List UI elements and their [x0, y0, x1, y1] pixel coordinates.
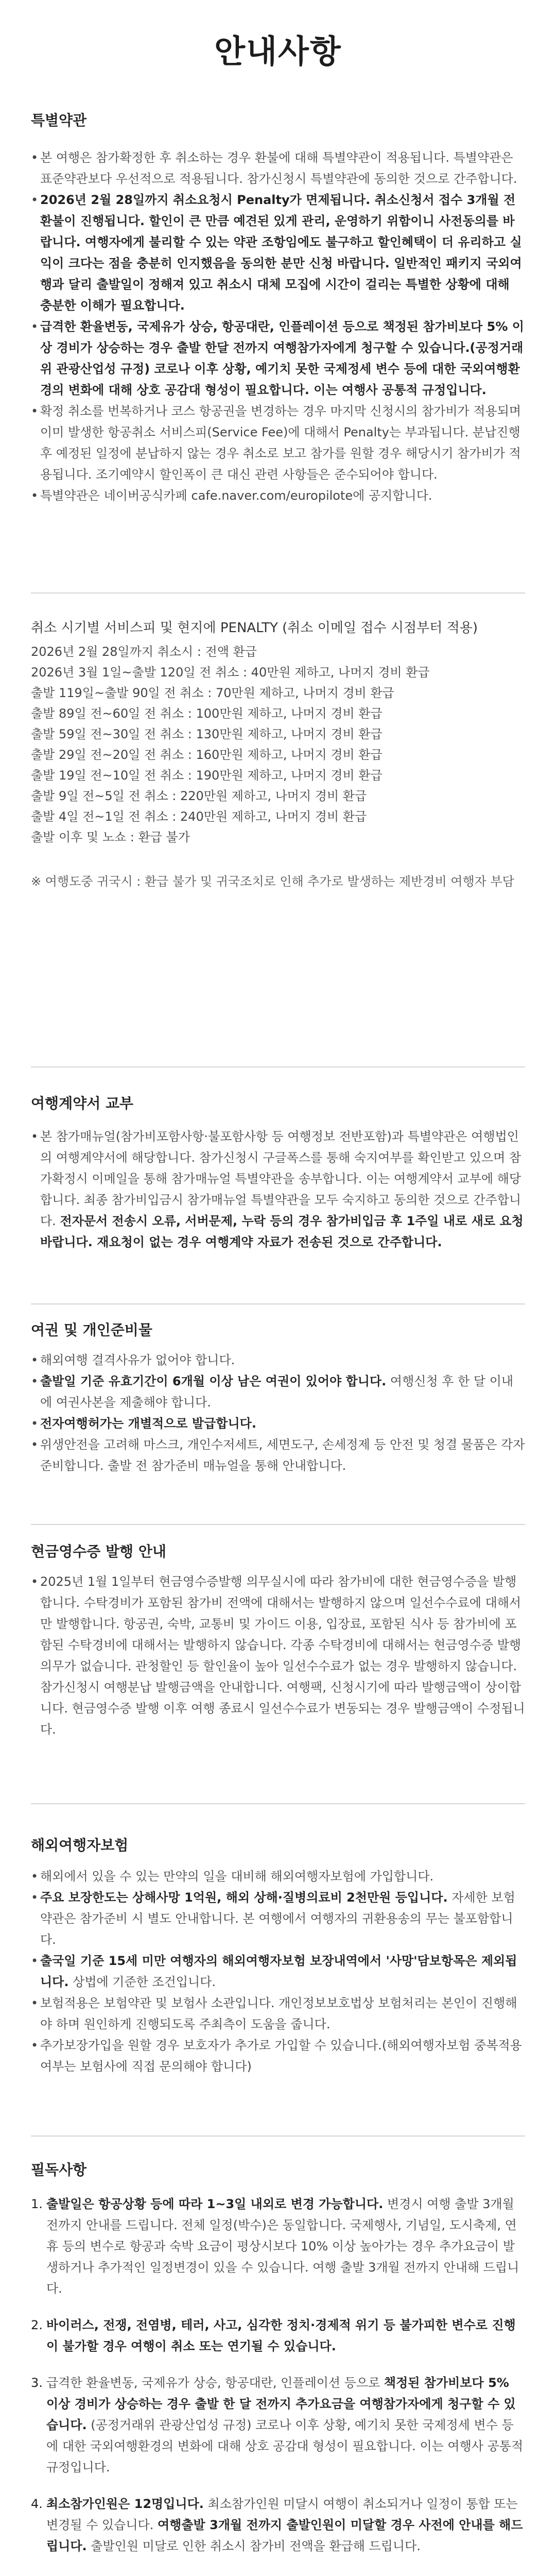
insurance-section [31, 1834, 525, 2077]
list-item [31, 1413, 525, 1434]
penalty-row: 2026년 3월 1일~출발 120일 전 취소 : 40만원 제하고, 나머지 경비 환급 [31, 665, 430, 680]
bold-text: 주요 보장한도는 상해사망 1억원, 해외 상해·질병의료비 2천만원 등입니다. [40, 1890, 448, 1905]
contract-list [31, 1126, 525, 1253]
penalty-section [31, 617, 525, 892]
item-text: 출발인원 미달로 인한 취소시 참가비 전액을 환급해 드립니다. [86, 2539, 421, 2553]
penalty-row: 출발 119일~출발 90일 전 취소 : 70만원 제하고, 나머지 경비 환급 [31, 686, 394, 700]
penalty-row: 출발 이후 및 노쇼 : 환급 불가 [31, 830, 190, 844]
list-item [31, 2372, 525, 2478]
list-item [31, 147, 525, 190]
list-item [31, 1887, 525, 1951]
list-item [31, 316, 525, 401]
list-item [31, 2315, 525, 2357]
list-item [31, 401, 525, 485]
item-text: (공정거래위 관광산업성 규정) 코로나 이후 상황, 예기치 못한 국제정세 변수 등에 대한 국외여행환경의 변화에 대해 상호 공감대 형성이 필요합니다. 이는 여행사 공통적 규정입니다. [46, 2418, 524, 2475]
item-text: 2025년 1월 1일부터 현금영수증발행 의무실시에 따라 참가비에 대한 현금영수증을 발행합니다. 수탁경비가 포함된 참가비 전액에 대해서는 발행하지 않으며 일선수수료에 대해서만 발행합니다. 항공권, 숙박, 교통비 및 가이드 이용, 입장료, 포함된 식사 등 참가비에 포함된 수탁경비에 대해서는 발행하지 않습니다. 각종 수탁경비에 대해서는 현금영수증 발행 의무가 없습니다. 관청할인 등 할인율이 높아 일선수수료가 없는 경우 발행하지 않습니다. 참가신청시 여행분납 발행금액을 안내합니다. 여행팩, 신청시기에 따라 발행금액이 상이합니다. 현금영수증 발행 이후 여행 종료시 일선수수료가 변동되는 경우 발행금액이 수정됩니다. [40, 1574, 525, 1737]
list-item [31, 2035, 525, 2077]
item-number: 3. [31, 2376, 43, 2390]
penalty-row: 2026년 2월 28일까지 취소시 : 전액 환급 [31, 645, 257, 659]
bold-text: 전자문서 전송시 오류, 서버문제, 누락 등의 경우 참가비입금 후 1주일 내로 새로 요청 바랍니다. 재요청이 없는 경우 여행계약 자료가 전송된 것으로 간주합니다. [40, 1214, 524, 1249]
divider [31, 1803, 525, 1804]
list-item [31, 1951, 525, 1993]
receipt-section [31, 1540, 525, 1740]
penalty-heading: 취소 시기별 서비스피 및 현지에 PENALTY (취소 이메일 접수 시점부터 적용) [31, 620, 478, 636]
item-text: 특별약관은 네이버공식카페 cafe.naver.com/europilote에 공지합니다. [40, 488, 432, 503]
section-heading: 여권 및 개인준비물 [31, 1321, 152, 1338]
item-text: 해외여행 결격사유가 없어야 합니다. [40, 1353, 235, 1367]
penalty-rows [31, 641, 525, 848]
item-number [31, 2572, 43, 2576]
item-text: 여행신청 후 한 달 이내에 여권사본을 제출해야 합니다. [40, 1374, 514, 1410]
list-item [31, 1350, 525, 1371]
special-terms-section [31, 109, 525, 506]
bold-text: 책정된 참가비보다 5% 이상 경비가 상승하는 경우 출발 한 달 전까지 추가요금을 여행참가자에게 청구할 수 있습니다. [46, 2376, 516, 2432]
must-read-list [31, 2194, 525, 2576]
item-number: 1. [31, 2197, 43, 2211]
penalty-row: 출발 59일 전~30일 전 취소 : 130만원 제하고, 나머지 경비 환급 [31, 727, 383, 741]
bold-text: 최소참가인원은 12명입니다. [46, 2497, 204, 2511]
page-title: 안내사항 [214, 32, 342, 70]
divider [31, 1303, 525, 1304]
section-heading: 특별약관 [31, 112, 87, 129]
list-item [31, 2494, 525, 2557]
item-text: 급격한 환율변동, 국제유가 상승, 항공대란, 인플레이션 등으로 [46, 2376, 384, 2390]
list-item [31, 2194, 525, 2299]
item-text: 최소참가인원 미달시 여행이 취소되거나 일정이 통합 또는 변경될 수 있습니다. [46, 2497, 518, 2532]
item-text: 확정 취소를 번복하거나 코스 항공권을 변경하는 경우 마지막 신청시의 참가비가 적용되며 이미 발생한 항공취소 서비스피(Service Fee)에 대해서 Penalty는 부과됩니다. 분납진행 후 예정된 일정에 분납하지 않는 경우 취소로 보고 참가를 원할 경우 해당시기 참가비가 적용됩니다. 조기예약시 할인폭이 큰 대신 관련 사항들은 준수되어야 합니다. [40, 404, 522, 482]
item-text: 변경시 여행 출발 3개월 전까지 안내를 드립니다. 전체 일정(박수)은 동일합니다. 국제행사, 기념일, 도시축제, 연휴 등의 변수로 항공과 숙박 요금이 평상시보다 10% 이상 높아가는 경우 추가요금이 발생하거나 추가적인 일정변경이 있을 수 있습니다. 여행 출발 3개월 전까지 안내해 드립니다. [46, 2197, 519, 2296]
bold-text: 출발일 기준 유효기간이 6개월 이상 남은 여권이 있어야 합니다. [40, 1374, 387, 1388]
passport-list [31, 1350, 525, 1477]
list-item [31, 1866, 525, 1887]
section-heading: 해외여행자보험 [31, 1837, 129, 1854]
list-item [31, 1993, 525, 2035]
list-item [31, 1126, 525, 1253]
penalty-row: 출발 19일 전~10일 전 취소 : 190만원 제하고, 나머지 경비 환급 [31, 768, 383, 783]
item-text: 본 여행은 참가확정한 후 취소하는 경우 환불에 대해 특별약관이 적용됩니다. 특별약관은 표준약관보다 우선적으로 적용됩니다. 참가신청시 특별약관에 동의한 것으로 간주합니다. [40, 150, 517, 186]
penalty-note: ※ 여행도중 귀국시 : 환급 불가 및 귀국조치로 인해 추가로 발생하는 제반경비 여행자 부담 [31, 874, 514, 889]
list-item [31, 1371, 525, 1413]
list-item [31, 2572, 525, 2576]
list-item [31, 485, 525, 506]
item-text: 상법에 기준한 조건입니다. [68, 1975, 216, 1989]
item-number: 4. [31, 2497, 43, 2511]
insurance-list [31, 1866, 525, 2077]
item-text: 본 참가매뉴얼(참가비포함사항·불포함사항 등 여행정보 전반포함)과 특별약관은 여행법인의 여행계약서에 해당합니다. 참가신청시 구글폭스를 통해 숙지여부를 확인받고 있으며 참가확정시 이메일을 통해 참가매뉴얼 특별약관을 송부합니다. 이는 여행계약서 교부에 해당합니다. 최종 참가비입금시 참가매뉴얼 특별약관을 모두 숙지하고 동의한 것으로 간주합니다. [40, 1129, 522, 1228]
bold-text: 전자여행허가는 개별적으로 발급합니다. [40, 1416, 256, 1431]
bold-text: 여행출발 3개월 전까지 출발인원이 미달할 경우 사전에 안내를 해드립니다. [46, 2518, 523, 2553]
bold-text: 급격한 환율변동, 국제유가 상승, 항공대란, 인플레이션 등으로 책정된 참가비보다 5% 이상 경비가 상승하는 경우 출발 한달 전까지 여행참가자에게 청구할 수 있습니다.(공정거래위 관광산업성 규정) 코로나 이후 상황, 예기치 못한 국제정세 변수 등에 대한 국외여행환경의 변화에 대해 상호 공감대 형성이 필요합니다. 이는 여행사 공통적 규정입니다. [40, 319, 524, 397]
item-text: 위생안전을 고려해 마스크, 개인수저세트, 세면도구, 손세정제 등 안전 및 청결 물품은 각자 준비합니다. 출발 전 참가준비 매뉴얼을 통해 안내합니다. [40, 1437, 525, 1473]
special-terms-list [31, 147, 525, 506]
receipt-list [31, 1571, 525, 1740]
bold-text: 출발일은 항공상황 등에 따라 1~3일 내외로 변경 가능합니다. [46, 2197, 384, 2211]
item-text: 보험적용은 보험약관 및 보험사 소관입니다. 개인정보보호법상 보험처리는 본인이 진행해야 하며 원인하게 진행되도록 주최측이 도움을 줍니다. [40, 1996, 517, 2031]
list-item [31, 190, 525, 316]
item-text: 추가보장가입을 원할 경우 보호자가 추가로 가입할 수 있습니다.(해외여행자보험 중복적용 여부는 보험사에 직접 문의해야 합니다) [40, 2038, 522, 2074]
divider [31, 592, 525, 594]
list-item [31, 1434, 525, 1477]
divider [31, 1524, 525, 1525]
section-heading: 여행계약서 교부 [31, 1095, 134, 1112]
item-number: 2. [31, 2318, 43, 2332]
section-heading: 현금영수증 발행 안내 [31, 1543, 166, 1560]
list-item [31, 1571, 525, 1740]
penalty-row: 출발 29일 전~20일 전 취소 : 160만원 제하고, 나머지 경비 환급 [31, 748, 383, 762]
divider [31, 2136, 525, 2137]
divider [31, 1066, 525, 1067]
penalty-row: 출발 4일 전~1일 전 취소 : 240만원 제하고, 나머지 경비 환급 [31, 809, 367, 824]
bold-text: 바이러스, 전쟁, 전염병, 테러, 사고, 심각한 정치·경제적 위기 등 불가피한 변수로 진행이 불가할 경우 여행이 취소 또는 연기될 수 있습니다. [46, 2318, 516, 2353]
must-read-section [31, 2159, 525, 2576]
bold-text: 출국일 기준 15세 미만 여행자의 해외여행자보험 보장내역에서 '사망'담보항목은 제외됩니다. [40, 1954, 517, 1989]
penalty-row: 출발 89일 전~60일 전 취소 : 100만원 제하고, 나머지 경비 환급 [31, 706, 383, 721]
passport-section [31, 1319, 525, 1477]
item-text: 해외에서 있을 수 있는 만약의 일을 대비해 해외여행자보험에 가입합니다. [40, 1869, 434, 1884]
item-text: 자세한 보험약관은 참가준비 시 별도 안내합니다. 본 여행에서 여행자의 귀환용송의 무는 불포함합니다. [40, 1890, 515, 1947]
penalty-row: 출발 9일 전~5일 전 취소 : 220만원 제하고, 나머지 경비 환급 [31, 789, 367, 803]
bold-text: 2026년 2월 28일까지 취소요청시 Penalty가 면제됩니다. 취소신청서 접수 3개월 전 환불이 진행됩니다. 할인이 큰 만큼 예견된 있게 관리, 운영하기 위함이니 사전동의를 바랍니다. 여행자에게 불리할 수 있는 약관 조항임에도 불구하고 할인혜택이 더 유리하고 실익이 크다는 점을 충분히 인지했음을 동의한 분만 신청 바랍니다. 일반적인 패키지 국외여행과 달리 출발일이 정해져 있고 취소시 대체 모집에 시간이 걸리는 특별한 상황에 대해 충분한 이해가 필요합니다. [40, 193, 522, 313]
contract-section [31, 1092, 525, 1253]
section-heading: 필독사항 [31, 2161, 87, 2178]
